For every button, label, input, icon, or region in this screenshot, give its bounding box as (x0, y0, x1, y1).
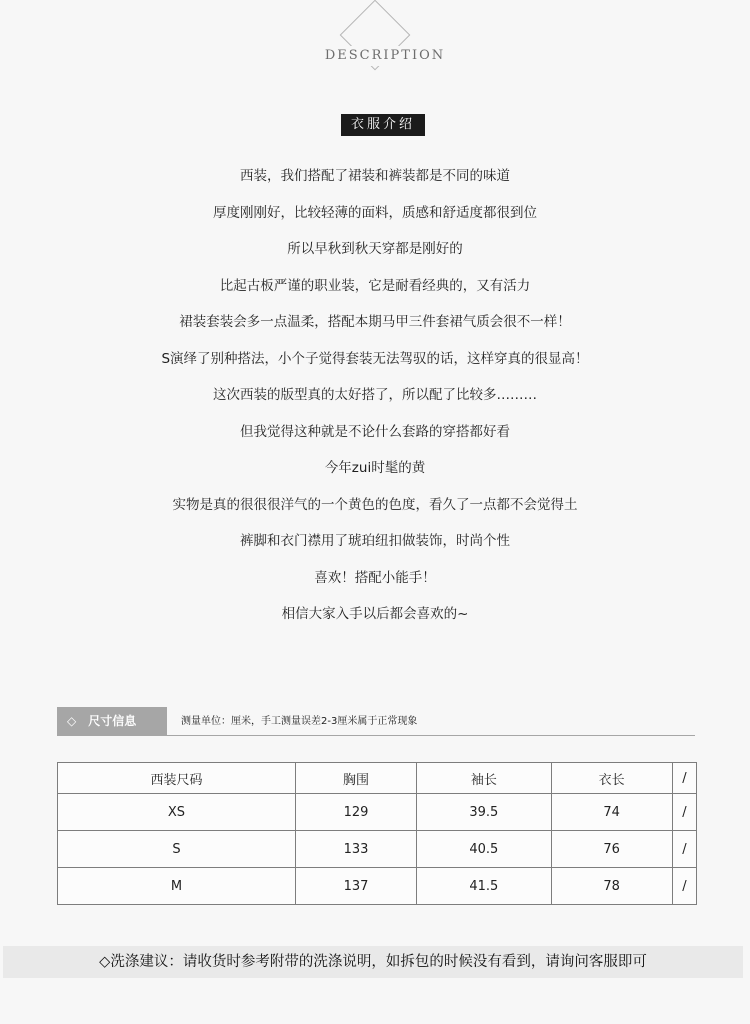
table-cell: 41.5 (417, 868, 551, 905)
table-cell: / (672, 831, 696, 868)
description-line: 所以早秋到秋天穿都是刚好的 (287, 241, 463, 257)
description-line: S演绎了别种搭法，小个子觉得套装无法驾驭的话，这样穿真的很显高！ (161, 350, 589, 367)
table-cell: M (58, 868, 296, 905)
table-cell: 76 (551, 831, 672, 868)
table-cell: 133 (295, 831, 416, 868)
description-text-block (0, 162, 750, 637)
table-cell: 129 (295, 794, 416, 831)
size-table (57, 762, 697, 905)
table-cell: / (672, 794, 696, 831)
size-info-header (57, 707, 695, 735)
description-line: 喜欢！搭配小能手！ (314, 569, 436, 586)
section-title: DESCRIPTION (324, 48, 446, 63)
description-line: 但我觉得这种就是不论什么套路的穿搭都好看 (240, 423, 510, 440)
description-line: 西装，我们搭配了裙装和裤装都是不同的味道 (240, 168, 510, 184)
description-line: 实物是真的很很很洋气的一个黄色的色度，看久了一点都不会觉得土 (172, 496, 578, 513)
description-line: 相信大家入手以后都会喜欢的~ (281, 606, 469, 622)
column-header: 袖长 (417, 763, 551, 794)
description-line: 厚度刚刚好，比较轻薄的面料，质感和舒适度都很到位 (213, 204, 537, 221)
table-header-row (58, 763, 697, 794)
table-cell: 39.5 (417, 794, 551, 831)
description-line: 裤脚和衣门襟用了琥珀纽扣做装饰，时尚个性 (240, 533, 510, 549)
column-header: 衣长 (551, 763, 672, 794)
size-info-tab (57, 707, 167, 735)
measurement-note: 测量单位：厘米，手工测量误差2-3厘米属于正常现象 (181, 716, 418, 727)
column-header: 西装尺码 (58, 763, 296, 794)
diamond-icon: ◇ (67, 714, 77, 728)
table-row (58, 868, 697, 905)
table-cell: / (672, 868, 696, 905)
description-line: 这次西装的版型真的太好搭了，所以配了比较多……… (213, 387, 537, 403)
size-info-label: 尺寸信息 (88, 714, 137, 728)
description-line: 裙装套装会多一点温柔，搭配本期马甲三件套裙气质会很不一样！ (179, 314, 571, 330)
table-cell: 74 (551, 794, 672, 831)
table-cell: 40.5 (417, 831, 551, 868)
table-cell: XS (58, 794, 296, 831)
table-cell: 78 (551, 868, 672, 905)
column-header: / (672, 763, 696, 794)
column-header: 胸围 (295, 763, 416, 794)
table-row (58, 794, 697, 831)
table-cell: 137 (295, 868, 416, 905)
divider (57, 735, 695, 736)
description-line: 比起古板严谨的职业装，它是耐看经典的，又有活力 (219, 277, 531, 294)
description-line: 今年zui时髦的黄 (324, 460, 426, 476)
table-cell: S (58, 831, 296, 868)
washing-advice: ◇洗涤建议：请收货时参考附带的洗涤说明，如拆包的时候没有看到，请询问客服即可 (3, 946, 743, 978)
table-row (58, 831, 697, 868)
clothing-intro-badge: 衣服介绍 (341, 114, 425, 136)
